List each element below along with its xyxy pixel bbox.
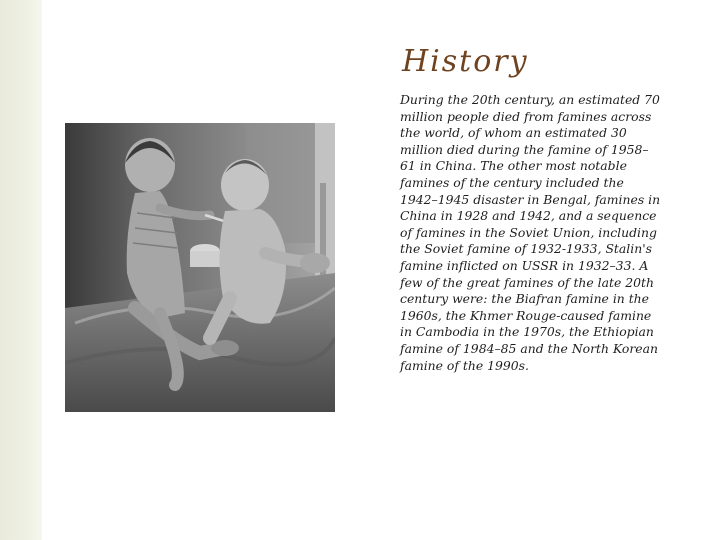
decorative-side-band (0, 0, 42, 540)
slide-title: History (402, 44, 529, 79)
historical-photo (65, 123, 335, 412)
slide-body-text: During the 20th century, an estimated 70 million people died from famines across the world, of whom an estimated 30 million died during the famine of 1958–61 in China. The other most notable famines of the century included the 1942–1945 disaster in Bengal, famines in China in 1928 and 1942, and a sequence of famines in the Soviet Union, including the Soviet famine of 1932-1933, Stalin's famine inflicted on USSR in 1932–33. A few of the great famines of the late 20th century were: the Biafran famine in the 1960s, the Khmer Rouge-caused famine in Cambodia in the 1970s, the Ethiopian famine of 1984–85 and the North Korean famine of the 1990s. (400, 92, 661, 373)
